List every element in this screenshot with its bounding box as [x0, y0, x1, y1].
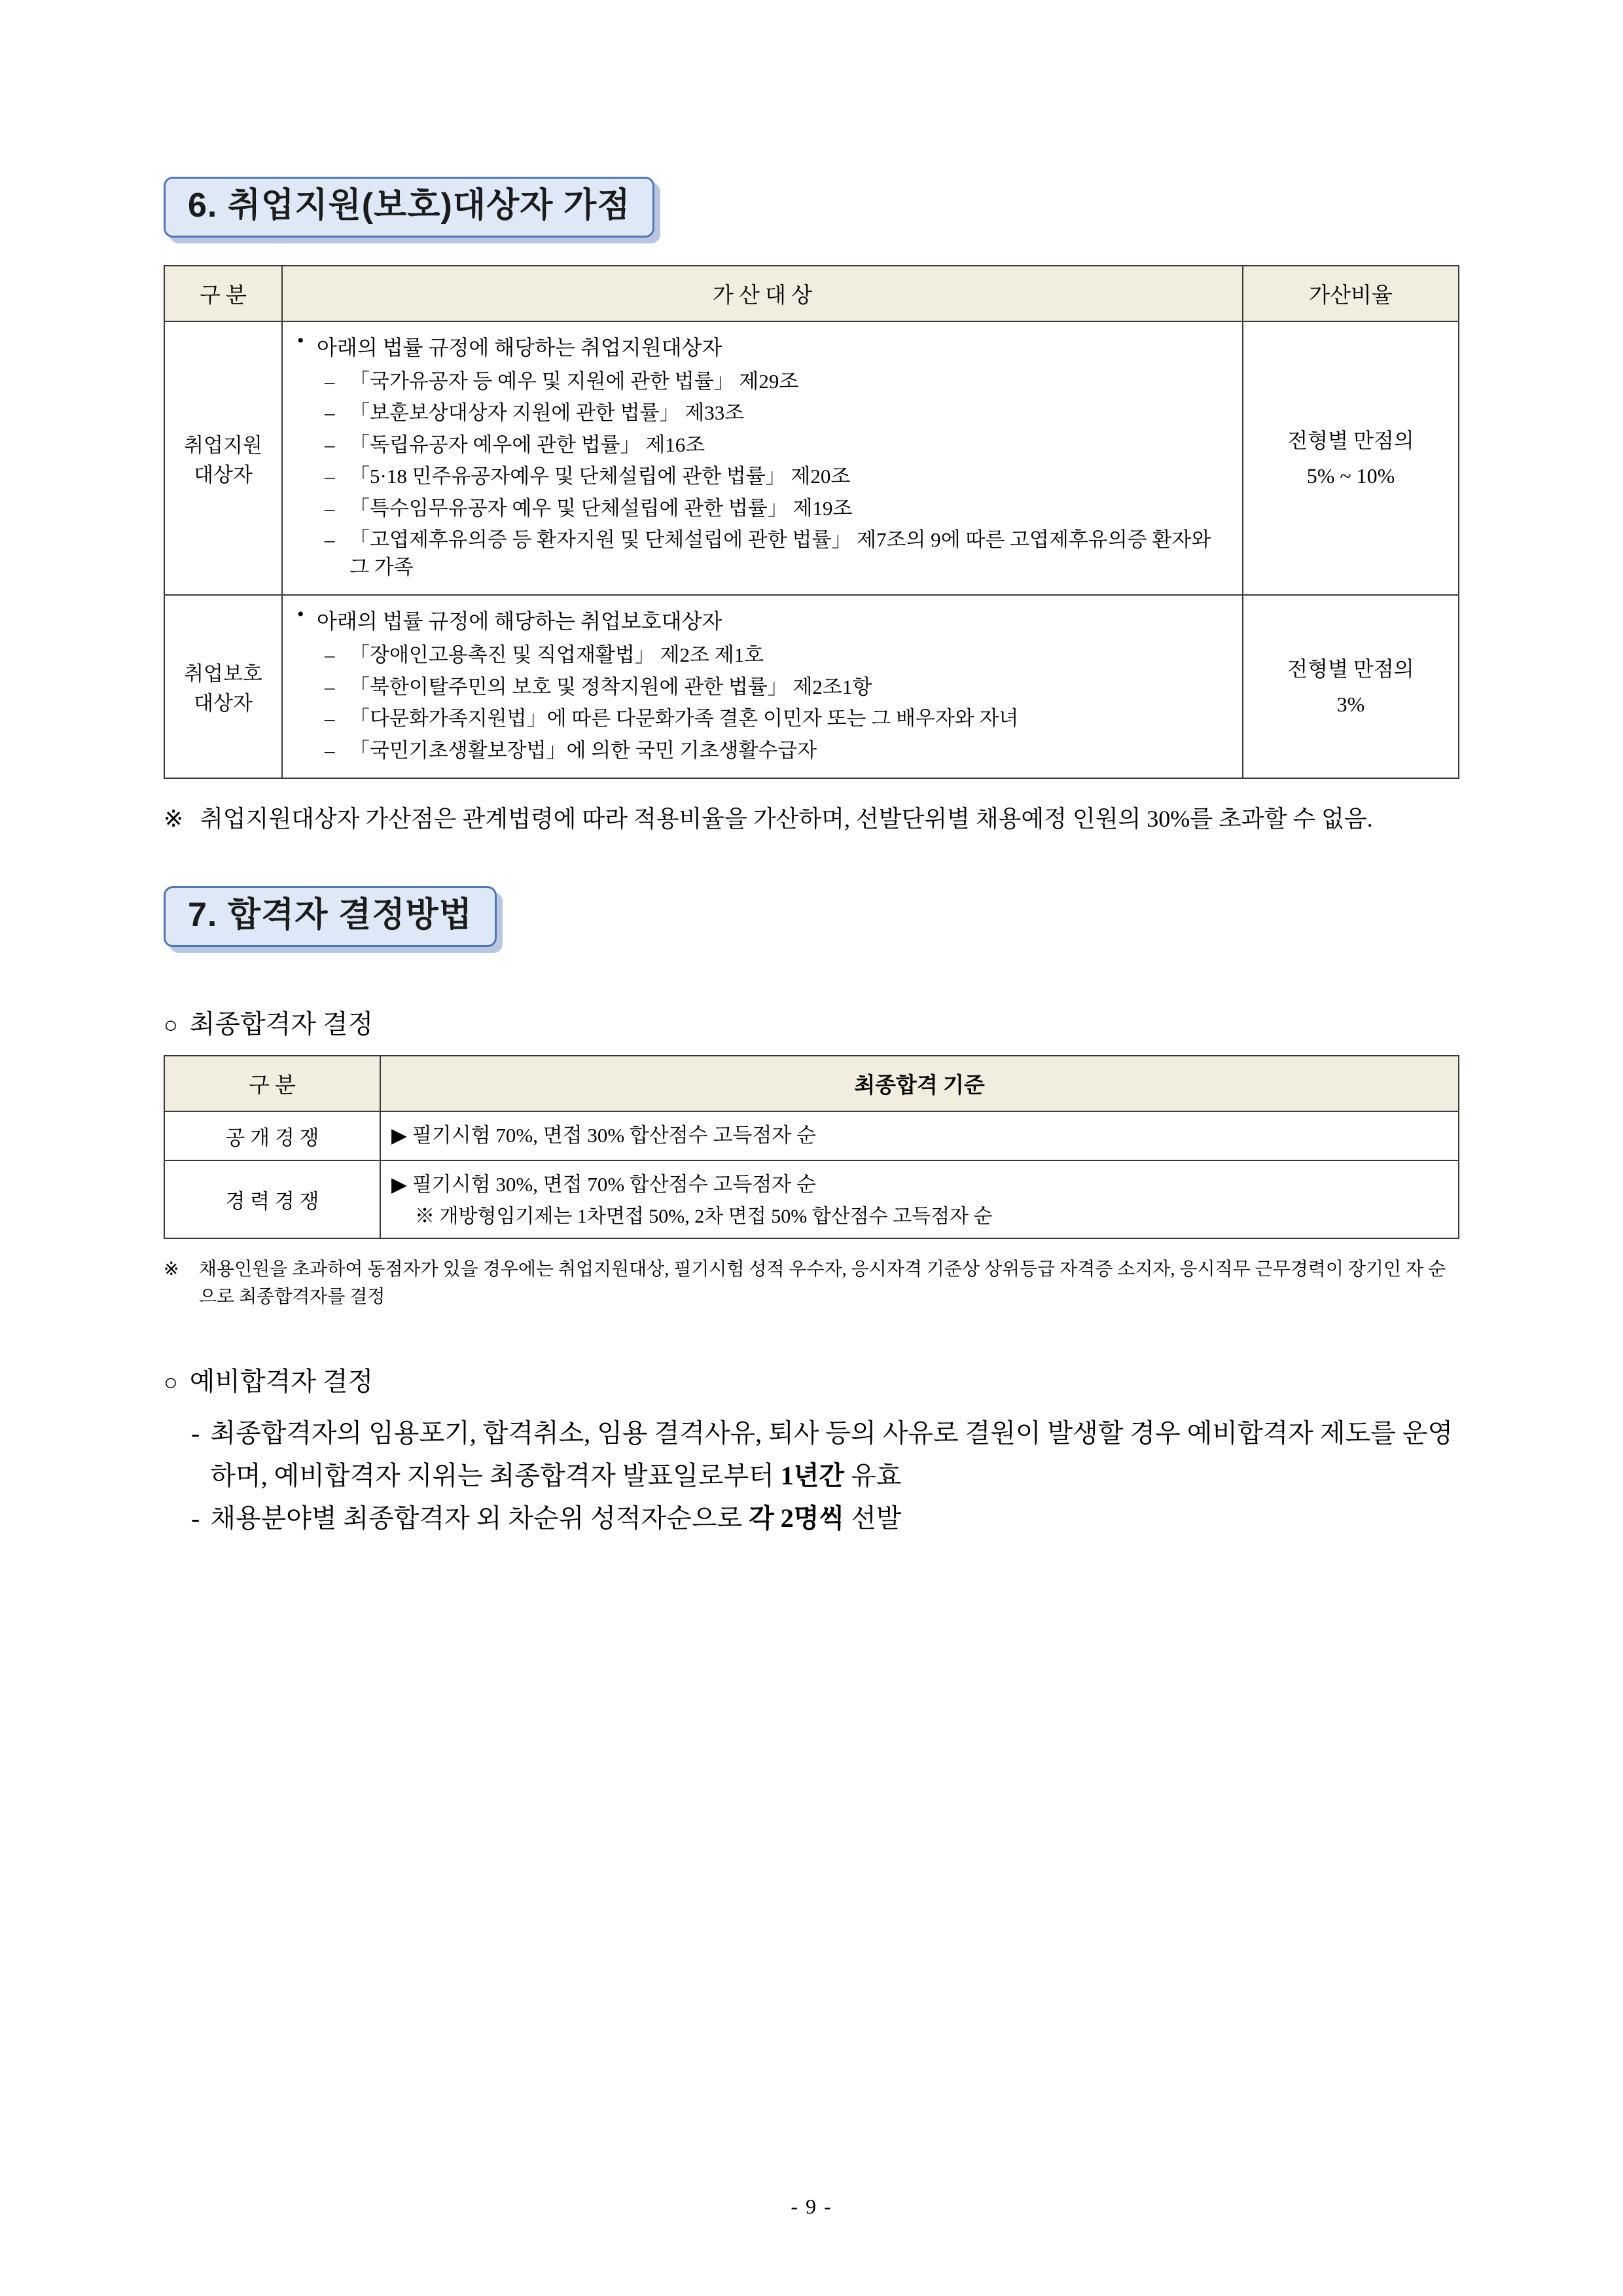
bullet-part-bold: 1년간: [780, 1460, 845, 1490]
list-item: – 「독립유공자 예우에 관한 법률」 제16조: [322, 431, 1232, 459]
row-ratio-employment-protection: [1243, 595, 1459, 778]
ratio-line: 3%: [1336, 692, 1365, 717]
table-header-row: [164, 266, 1459, 321]
final-pass-subheading: [164, 1003, 1459, 1041]
criteria-text: 필기시험 70%, 면접 30% 합산점수 고득점자 순: [412, 1124, 816, 1147]
category-line: 취업지원: [184, 433, 262, 457]
table-header-row: [164, 1056, 1459, 1111]
dash-icon: -: [191, 1503, 200, 1533]
table-row: [164, 595, 1459, 778]
col-header-criteria: 최종합격 기준: [380, 1056, 1459, 1111]
section-6-heading: [164, 177, 654, 238]
category-line: 취업보호: [184, 662, 262, 686]
reserve-pass-bullet-1: [210, 1412, 1459, 1498]
table-row: [164, 1160, 1459, 1238]
reserve-pass-subheading: [164, 1361, 1459, 1398]
row-criteria-career-competition: [380, 1160, 1459, 1238]
criteria-line: [391, 1170, 1448, 1200]
circle-icon: ○: [164, 1369, 178, 1395]
col-header-ratio: 가산비율: [1243, 266, 1459, 321]
bullet-part: 선발: [844, 1503, 902, 1533]
final-pass-table-header: [164, 1056, 1459, 1111]
section-6-note: [164, 801, 1459, 836]
reserve-pass-bullet-2: [210, 1498, 1459, 1540]
col-header-category: 구 분: [164, 1056, 380, 1111]
list-item: – 「국민기초생활보장법」에 의한 국민 기초생활수급자: [322, 737, 1232, 764]
list-item-lead: • 아래의 법률 규정에 해당하는 취업지원대상자: [293, 331, 1232, 361]
row-ratio-employment-support: [1243, 321, 1459, 596]
criteria-text: 필기시험 30%, 면접 70% 합산점수 고득점자 순: [412, 1173, 816, 1196]
col-header-category: 구 분: [164, 266, 282, 321]
row-criteria-open-competition: [380, 1111, 1459, 1160]
reference-mark-icon: ※: [164, 1259, 179, 1280]
list-item: [164, 1498, 1459, 1540]
ratio-line: 전형별 만점의: [1287, 656, 1414, 681]
row-target-employment-support: [282, 321, 1243, 596]
reserve-pass-bullets: [164, 1412, 1459, 1539]
list-item: – 「장애인고용촉진 및 직업재활법」 제2조 제1호: [322, 641, 1232, 669]
list-item: – 「국가유공자 등 예우 및 지원에 관한 법률」 제29조: [322, 368, 1232, 395]
category-line: 대상자: [194, 463, 253, 486]
final-pass-subheading-label: 최종합격자 결정: [189, 1009, 374, 1039]
reference-mark-icon: ※: [164, 806, 184, 833]
row-category-employment-protection: [164, 595, 282, 778]
bullet-part: 최종합격자의 임용포기, 합격취소, 임용 결격사유, 퇴사 등의 사유로 결원이 발생할 경우 예비합격자 제도를 운영하며, 예비합격자 지위는 최종합격자 발표일로부터: [210, 1418, 1454, 1490]
list-item: – 「특수임무유공자 예우 및 단체설립에 관한 법률」 제19조: [322, 495, 1232, 522]
page-number: - 9 -: [791, 2195, 832, 2218]
category-line: 대상자: [194, 692, 253, 715]
col-header-target: 가 산 대 상: [282, 266, 1243, 321]
section-7-note: [164, 1256, 1459, 1311]
arrow-icon: ▶: [391, 1173, 407, 1196]
list-item: – 「5·18 민주유공자예우 및 단체설립에 관한 법률」 제20조: [322, 463, 1232, 490]
ratio-line: 5% ~ 10%: [1306, 463, 1395, 488]
benefit-points-table-header: [164, 266, 1459, 321]
list-item: – 「보훈보상대상자 지원에 관한 법률」 제33조: [322, 399, 1232, 427]
section-7-heading: [164, 886, 497, 947]
list-item: [164, 1412, 1459, 1498]
list-item: – 「다문화가족지원법」에 따른 다문화가족 결혼 이민자 또는 그 배우자와 자녀: [322, 705, 1232, 732]
criteria-subnote: ※ 개방형임기제는 1차면접 50%, 2차 면접 50% 합산점수 고득점자 순: [415, 1205, 993, 1227]
section-6-note-text: 취업지원대상자 가산점은 관계법령에 따라 적용비율을 가산하며, 선발단위별 채용예정 인원의 30%를 초과할 수 없음.: [200, 806, 1373, 833]
section-7-heading-label: 7. 합격자 결정방법: [164, 886, 497, 947]
section-6-heading-label: 6. 취업지원(보호)대상자 가점: [164, 177, 654, 238]
row-category-career-competition: 경 력 경 쟁: [164, 1160, 380, 1238]
section-7-note-text: 채용인원을 초과하여 동점자가 있을 경우에는 취업지원대상, 필기시험 성적 우수자, 응시자격 기준상 상위등급 자격증 소지자, 응시직무 근무경력이 장기인 자 순으로 최종합격자를 결정: [199, 1259, 1446, 1307]
reserve-pass-subheading-label: 예비합격자 결정: [189, 1366, 374, 1396]
arrow-icon: ▶: [391, 1124, 407, 1147]
list-item: – 「북한이탈주민의 보호 및 정착지원에 관한 법률」 제2조1항: [322, 673, 1232, 701]
row-category-employment-support: [164, 321, 282, 596]
ratio-line: 전형별 만점의: [1287, 428, 1414, 452]
final-pass-criteria-table: [164, 1055, 1459, 1239]
list-item-lead: • 아래의 법률 규정에 해당하는 취업보호대상자: [293, 605, 1232, 635]
list-item: – 「고엽제후유의증 등 환자지원 및 단체설립에 관한 법률」 제7조의 9에 따른 고엽제후유의증 환자와 그 가족: [322, 526, 1232, 581]
dash-icon: -: [191, 1418, 200, 1448]
bullet-part: 유효: [844, 1460, 902, 1490]
row-target-employment-protection: [282, 595, 1243, 778]
row-category-open-competition: 공 개 경 쟁: [164, 1111, 380, 1160]
circle-icon: ○: [164, 1012, 178, 1039]
benefit-points-table: [164, 265, 1459, 780]
bullet-part-bold: 각 2명씩: [749, 1503, 845, 1533]
table-row: [164, 1111, 1459, 1160]
bullet-part: 채용분야별 최종합격자 외 차순위 성적자순으로: [210, 1503, 749, 1533]
criteria-line: [391, 1121, 1448, 1151]
table-row: [164, 321, 1459, 596]
